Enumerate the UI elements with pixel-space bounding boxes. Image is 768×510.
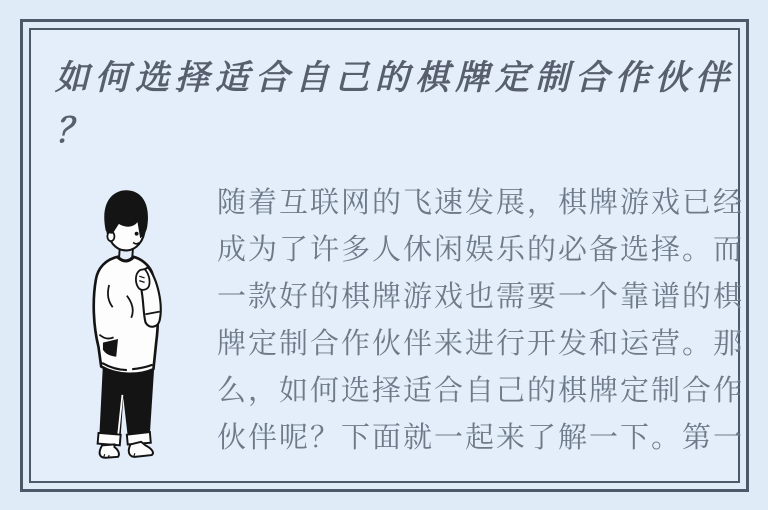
body-line-1: 随着互联网的飞速发展，棋牌游戏已经: [217, 185, 745, 219]
article-title-line-2: ？: [55, 111, 95, 151]
thinking-man-svg: [56, 178, 180, 470]
article-title-line-1: 如何选择适合自己的棋牌定制合作伙伴: [55, 58, 735, 98]
body-line-2: 成为了许多人休闲娱乐的必备选择。而: [217, 232, 745, 266]
body-line-6: 伙伴呢？下面就一起来了解一下。第一: [217, 420, 745, 454]
article-body: [217, 179, 757, 461]
thinking-man-illustration: [56, 178, 180, 470]
body-line-3: 一款好的棋牌游戏也需要一个靠谱的棋: [217, 279, 745, 313]
body-line-5: 么，如何选择适合自己的棋牌定制合作: [217, 373, 745, 407]
body-line-4: 牌定制合作伙伴来进行开发和运营。那: [217, 326, 745, 360]
article-title: [55, 52, 755, 158]
